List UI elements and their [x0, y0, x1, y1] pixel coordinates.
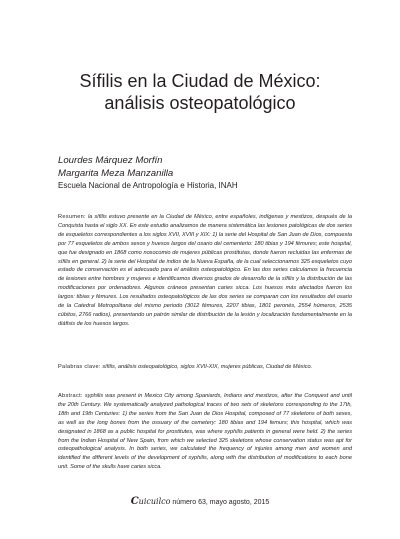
resumen-text: la sífilis estuvo presente en la Ciudad de México, entre españoles, indígenas y mestizos, después de la Conquista hasta el siglo XX. En este estudio analizamos de manera sistemática las lesiones patológicas de dos series de esqueletos correspondientes a los siglos XVII, XVIII y XIX: 1) la serie del Hospital de San Juan de Dios, compuesta por 77 esqueletos de ambos sexos y huesos largos del osario del cementerio: 180 tibias y 194 fémures; este hospital, que fue designado en 1868 como nosocomio de mujeres públicas prostitutas, donde fueron recluidas las enfermas de sífilis en general. 2) la serie del Hospital de indios de la Nueva España, de la cual seleccionamos 325 esqueletos cuyo estado de conservación es el adecuado para el análisis osteopatológico. En las dos series calculamos la frecuencia de lesiones entre hombres y mujeres e identificamos diversos grados de desarrollo de la sífilis y la distribución de las modificaciones por ordenadores. Algunos cráneos presentan caries sicca. Los huesos más afectados fueron los largos: tibias y fémures. Los resultados osteopatológicos de las dos series se comparan con los resultados del osario de la Catedral Metropolitana del mismo periodo (3012 fémures, 2207 tibias, 1801 peronés, 2554 húmeros, 2535 cúbitos, 2766 radios), presentando un patrón similar de distribución de la lesión y localización fundamentalmente en la diáfisis de los huesos largos. — [58, 214, 352, 327]
author-affiliation: Escuela Nacional de Antropología e Historia, INAH — [58, 181, 238, 190]
keywords-text: sífilis, análisis osteopatológico, siglos XVII-XIX, mujeres públicas, Ciudad de México. — [102, 364, 313, 370]
keywords-label: Palabras clave: — [58, 364, 101, 370]
resumen-paragraph — [58, 213, 352, 329]
author-name: Lourdes Márquez Morfín — [58, 155, 163, 166]
journal-logo: C — [130, 496, 139, 507]
article-title-line-2: análisis osteopatológico — [104, 93, 296, 113]
resumen-label: Resumen: — [58, 214, 86, 220]
article-title-line-1: Sífilis en la Ciudad de México: — [79, 71, 321, 91]
abstract-text: syphilis was present in Mexico City among Spaniards, Indians and mestizos, after the Conquest and until the 20th Century. We systematically analyzed pathological traces of two sets of skeletons corresponding to the 17th, 18th and 19th Centuries: 1) the series from the San Juan de Dios Hospital, composed of 77 skeletons of both sexes, as well as the long bones from the ossuary of the cemetery: 180 tibias and 194 femurs; this hospital, which was designated in 1868 as a public hospital for prostitutes, was where syphilis patients in general were held. 2) the series from the Indian Hospital of New Spain, from which we selected 325 skeletons whose conservation status was apt for osteopathological analysis. In both series, we calculated the frequency of injuries among men and women and identified the different levels of the development of syphilis, along with the distribution of modifications to each bone unit. Some of the skulls have caries sicca. — [58, 393, 352, 471]
article-title — [0, 70, 400, 114]
author-name: Margarita Meza Manzanilla — [58, 168, 174, 179]
abstract-paragraph — [58, 392, 352, 472]
abstract-label: Abstract: — [58, 393, 83, 399]
author-block — [58, 154, 358, 192]
page-footer — [0, 496, 400, 507]
issue-info: número 63, mayo agosto, 2015 — [172, 499, 270, 506]
journal-logo-text: uicuilco — [138, 497, 171, 506]
keywords-paragraph — [58, 363, 352, 372]
